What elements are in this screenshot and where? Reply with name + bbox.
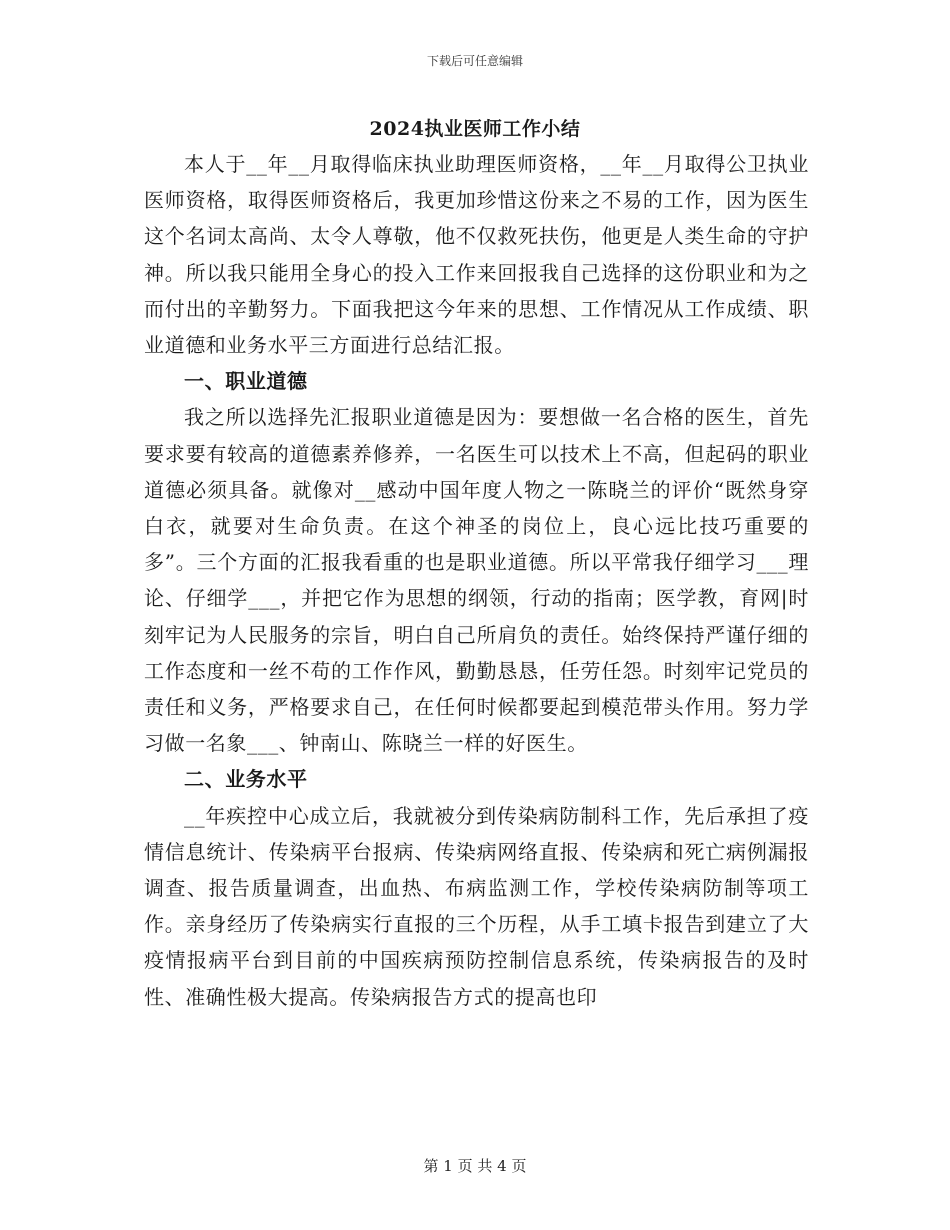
intro-paragraph: 本人于__年__月取得临床执业助理医师资格，__年__月取得公卫执业医师资格，取得医师资格后，我更加珍惜这份来之不易的工作，因为医生这个名词太高尚、太令人尊敬，他不仅救死扶伤，他更是人类生命的守护神。所以我只能用全身心的投入工作来回报我自己选择的这份职业和为之而付出的辛勤努力。下面我把这今年来的思想、工作情况从工作成绩、职业道德和业务水平三方面进行总结汇报。	[144, 152, 809, 358]
page-footer-number: 第 1 页 共 4 页	[423, 1157, 527, 1175]
document-body	[144, 146, 809, 1015]
section-heading-professional-ethics: 一、职业道德	[184, 369, 308, 394]
section-paragraph-professional-skill: __年疾控中心成立后，我就被分到传染病防制科工作，先后承担了疫情信息统计、传染病平台报病、传染病网络直报、传染病和死亡病例漏报调查、报告质量调查，出血热、布病监测工作，学校传染病防制等项工作。亲身经历了传染病实行直报的三个历程，从手工填卡报告到建立了大疫情报病平台到目前的中国疾病预防控制信息系统，传染病报告的及时性、准确性极大提高。传染病报告方式的提高也印	[144, 803, 809, 1009]
section-paragraph-professional-ethics: 我之所以选择先汇报职业道德是因为：要想做一名合格的医生，首先要求要有较高的道德素养修养，一名医生可以技术上不高，但起码的职业道德必须具备。就像对__感动中国年度人物之一陈晓兰的评价“既然身穿白衣，就要对生命负责。在这个神圣的岗位上，良心远比技巧重要的多”。三个方面的汇报我看重的也是职业道德。所以平常我仔细学习___理论、仔细学___，并把它作为思想的纲领，行动的指南；医学教，育网|时刻牢记为人民服务的宗旨，明白自己所肩负的责任。始终保持严谨仔细的工作态度和一丝不苟的工作作风，勤勤恳恳，任劳任怨。时刻牢记党员的责任和义务，严格要求自己，在任何时候都要起到模范带头作用。努力学习做一名象___、钟南山、陈晓兰一样的好医生。	[144, 405, 809, 756]
section-heading-professional-skill: 二、业务水平	[184, 767, 308, 792]
page-header-note: 下载后可任意编辑	[426, 54, 523, 68]
document-title: 2024执业医师工作小结	[369, 118, 581, 140]
